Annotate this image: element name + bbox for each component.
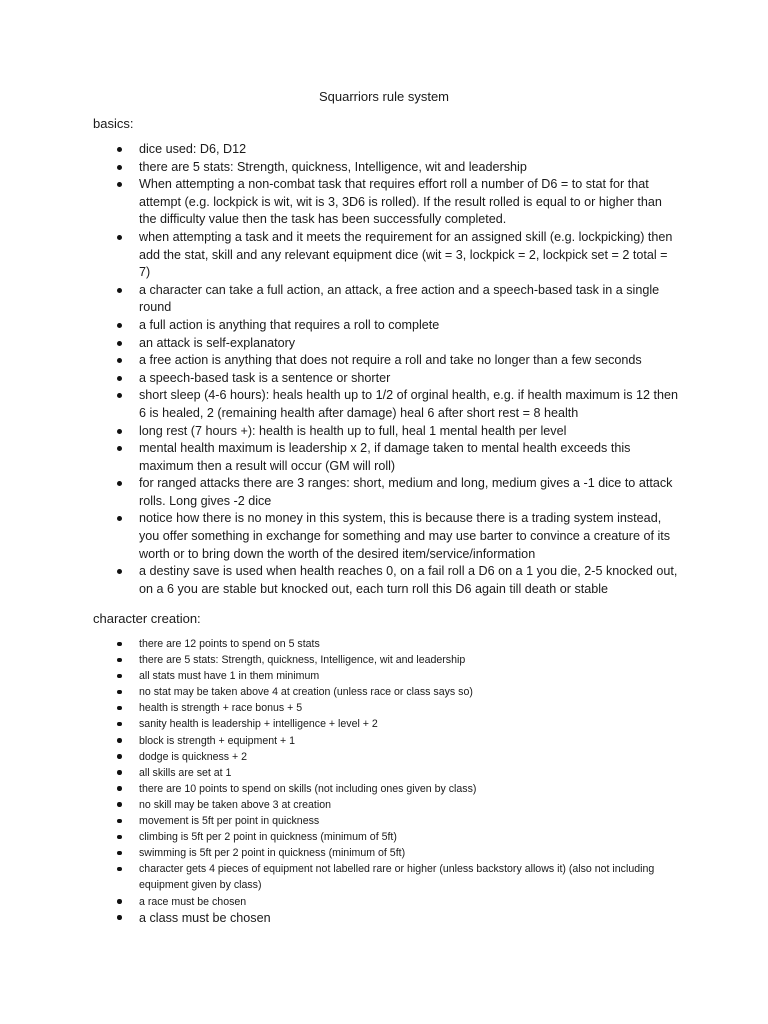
basics-list-item <box>0 352 679 370</box>
creation-list-item-text: climbing is 5ft per 2 point in quickness (minimum of 5ft) <box>139 831 397 844</box>
creation-list-item-text: no stat may be taken above 4 at creation (unless race or class says so) <box>139 686 473 699</box>
creation-list-item-text: block is strength + equipment + 1 <box>139 734 296 747</box>
basics-list-item-text: a speech-based task is a sentence or shorter <box>139 370 391 385</box>
creation-list-item-text: there are 12 points to spend on 5 stats <box>139 638 320 650</box>
bullet-icon <box>117 165 122 170</box>
basics-list-item <box>0 510 679 563</box>
basics-list-item <box>0 440 679 475</box>
basics-list-item-text: for ranged attacks there are 3 ranges: short, medium and long, medium gives a -1 dice to attack rolls. Long gives -2 dice <box>139 476 673 508</box>
character-creation-heading: character creation: <box>93 611 201 626</box>
creation-list-item-text: a class must be chosen <box>139 910 271 925</box>
bullet-icon <box>117 376 122 381</box>
creation-list-item <box>0 700 679 716</box>
basics-list-item-text: mental health maximum is leadership x 2, if damage taken to mental health exceeds this maximum then a result will occur (GM will roll) <box>139 441 631 473</box>
creation-list-item-text: dodge is quickness + 2 <box>139 750 248 763</box>
basics-list-item-text: a destiny save is used when health reaches 0, on a fail roll a D6 on a 1 you die, 2-5 knocked out, on a 6 you are stable but knocked out, each turn roll this D6 again till death or stable <box>139 564 678 596</box>
character-creation-list <box>0 636 679 926</box>
basics-list-item <box>0 176 679 229</box>
bullet-icon <box>117 235 122 240</box>
basics-list-item <box>0 317 679 335</box>
basics-heading: basics: <box>93 116 134 131</box>
basics-list-item-text: a character can take a full action, an attack, a free action and a speech-based task in a single round <box>139 282 660 315</box>
creation-list-item <box>0 765 679 781</box>
bullet-icon <box>117 393 122 398</box>
creation-list-item-text: a race must be chosen <box>139 895 247 908</box>
creation-list-item-text: health is strength + race bonus + 5 <box>139 702 303 715</box>
bullet-icon <box>117 915 122 920</box>
bullet-icon <box>117 835 122 840</box>
basics-list-item-text: short sleep (4-6 hours): heals health up to 1/2 of orginal health, e.g. if health maximum is 12 then 6 is healed, 2 (remaining health after damage) heal 6 after short rest = 8 health <box>139 388 679 420</box>
basics-list-item <box>0 159 679 177</box>
creation-list-item <box>0 781 679 797</box>
basics-list-item-text: When attempting a non-combat task that requires effort roll a number of D6 = to stat for that attempt (e.g. lockpick is wit, wit is 3, 3D6 is rolled). If the result rolled is equal to or higher than the difficulty value then the task has been successfully completed. <box>139 177 662 227</box>
creation-list-item <box>0 813 679 829</box>
bullet-icon <box>117 446 122 451</box>
bullet-icon <box>117 674 122 679</box>
basics-list-item-text: a free action is anything that does not require a roll and take no longer than a few seconds <box>139 353 642 368</box>
bullet-icon <box>117 722 122 727</box>
creation-list-item <box>0 845 679 861</box>
basics-list-item-text: long rest (7 hours +): health is health up to full, heal 1 mental health per level <box>139 423 567 438</box>
creation-list-item <box>0 636 679 652</box>
creation-list-item <box>0 684 679 700</box>
creation-list-item <box>0 716 679 732</box>
basics-list-item-text: a full action is anything that requires a roll to complete <box>139 317 440 332</box>
bullet-icon <box>117 429 122 434</box>
bullet-icon <box>117 147 122 152</box>
bullet-icon <box>117 288 122 293</box>
creation-list-item <box>0 910 679 926</box>
basics-list-item <box>0 370 679 388</box>
bullet-icon <box>117 802 122 807</box>
creation-list-item <box>0 861 679 893</box>
bullet-icon <box>117 658 122 663</box>
bullet-icon <box>117 738 122 743</box>
bullet-icon <box>117 786 122 791</box>
basics-list-item <box>0 475 679 510</box>
creation-list-item-text: all stats must have 1 in them minimum <box>139 670 320 683</box>
bullet-icon <box>117 341 122 346</box>
creation-list-item-text: sanity health is leadership + intelligence + level + 2 <box>139 718 378 731</box>
bullet-icon <box>117 516 122 521</box>
bullet-icon <box>117 569 122 574</box>
creation-list-item-text: swimming is 5ft per 2 point in quickness (minimum of 5ft) <box>139 847 406 860</box>
basics-list-item-text: there are 5 stats: Strength, quickness, Intelligence, wit and leadership <box>139 159 527 174</box>
basics-list <box>0 141 679 598</box>
creation-list-item <box>0 894 679 910</box>
bullet-icon <box>117 770 122 775</box>
basics-list-item <box>0 423 679 441</box>
basics-list-item <box>0 141 679 159</box>
basics-list-item <box>0 387 679 422</box>
bullet-icon <box>117 867 122 872</box>
creation-list-item <box>0 668 679 684</box>
basics-list-item <box>0 282 679 317</box>
basics-list-item-text: dice used: D6, D12 <box>139 142 247 156</box>
bullet-icon <box>117 899 122 904</box>
creation-list-item <box>0 733 679 749</box>
creation-list-item-text: all skills are set at 1 <box>139 766 232 779</box>
creation-list-item <box>0 829 679 845</box>
bullet-icon <box>117 323 122 328</box>
basics-list-item <box>0 229 679 282</box>
bullet-icon <box>117 690 122 695</box>
creation-list-item-text: no skill may be taken above 3 at creation <box>139 798 331 811</box>
creation-list-item-text: there are 5 stats: Strength, quickness, Intelligence, wit and leadership <box>139 654 466 667</box>
basics-list-item-text: an attack is self-explanatory <box>139 335 296 350</box>
bullet-icon <box>117 481 122 486</box>
creation-list-item <box>0 749 679 765</box>
bullet-icon <box>117 182 122 187</box>
document-title: Squarriors rule system <box>318 89 450 104</box>
creation-list-item-text: character gets 4 pieces of equipment not labelled rare or higher (unless backstory allows it) (also not including equipment given by class) <box>139 863 655 892</box>
bullet-icon <box>117 754 122 759</box>
basics-list-item-text: notice how there is no money in this system, this is because there is a trading system instead, you offer something in exchange for something and may use barter to convince a creature of its worth or to bring down the worth of the desired item/service/information <box>139 511 671 561</box>
creation-list-item-text: there are 10 points to spend on skills (not including ones given by class) <box>139 782 477 795</box>
basics-list-item <box>0 335 679 353</box>
creation-list-item-text: movement is 5ft per point in quickness <box>139 815 320 828</box>
creation-list-item <box>0 652 679 668</box>
bullet-icon <box>117 358 122 363</box>
basics-list-item <box>0 563 679 598</box>
creation-list-item <box>0 797 679 813</box>
bullet-icon <box>117 819 122 824</box>
basics-list-item-text: when attempting a task and it meets the requirement for an assigned skill (e.g. lockpicking) then add the stat, skill and any relevant equipment dice (wit = 3, lockpick = 2, lockpick set = 2 total = 7) <box>139 229 673 280</box>
bullet-icon <box>117 642 122 647</box>
bullet-icon <box>117 851 122 856</box>
bullet-icon <box>117 706 122 711</box>
